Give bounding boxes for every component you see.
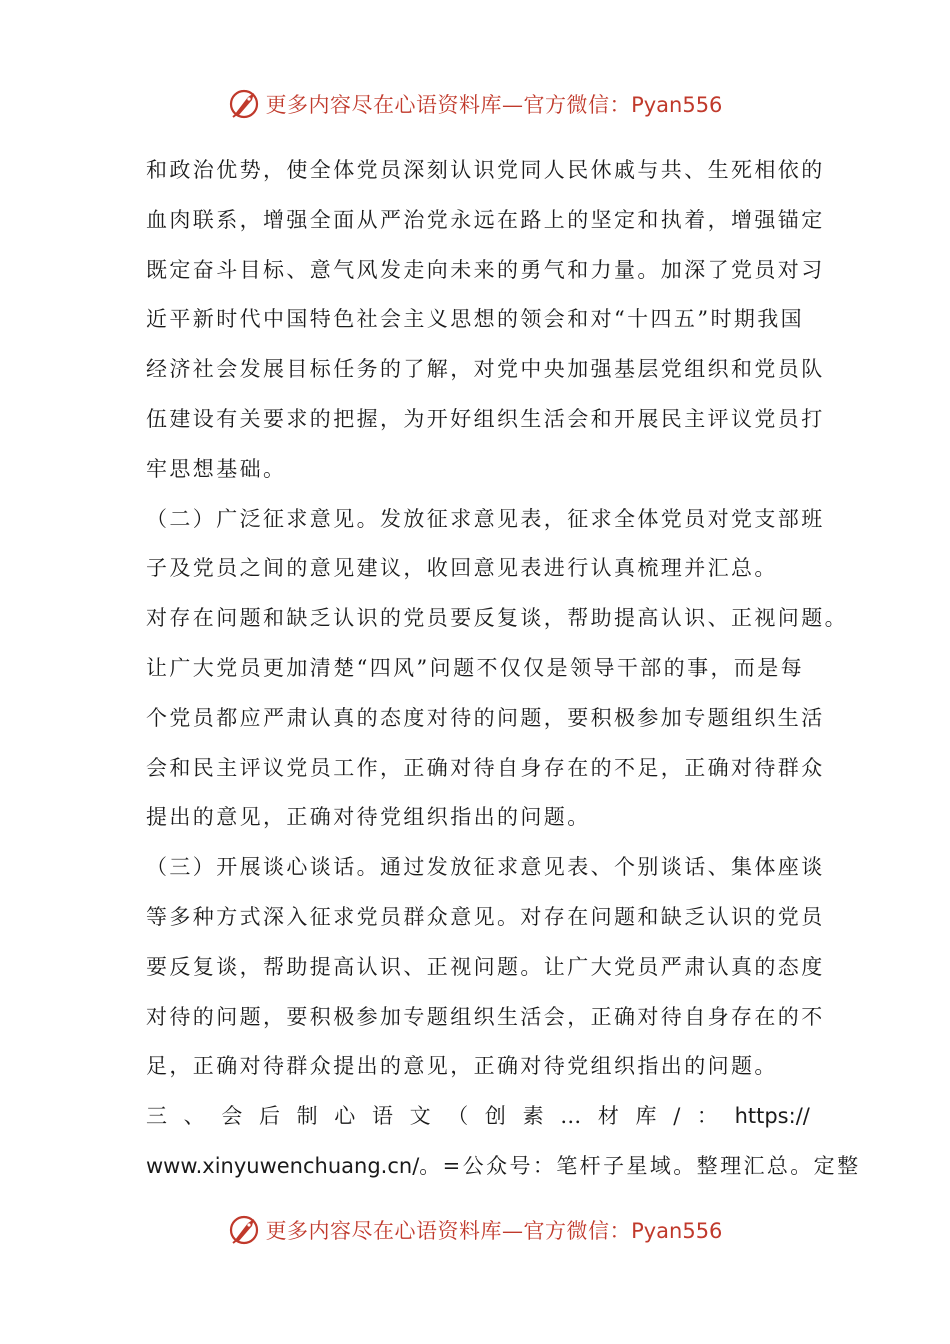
spread-char: 材 — [597, 1104, 619, 1129]
body-line: （二）广泛征求意见。发放征求意见表，征求全体党员对党支部班 — [146, 506, 825, 531]
spread-char: ： — [696, 1104, 718, 1129]
spread-char: / — [673, 1104, 681, 1129]
body-line: 会和民主评议党员工作，正确对待自身存在的不足，正确对待群众 — [146, 755, 825, 780]
body-line: 对待的问题，要积极参加专题组织生活会，正确对待自身存在的不 — [146, 1004, 825, 1029]
body-line: 既定奋斗目标、意气风发走向未来的勇气和力量。加深了党员对习 — [146, 257, 825, 282]
footer-banner-text — [266, 1215, 723, 1245]
footer-banner-handle: Pyan556 — [631, 1219, 723, 1243]
spread-char: 、 — [183, 1104, 205, 1129]
last-line — [146, 1142, 861, 1192]
spread-char: 会 — [221, 1104, 243, 1129]
header-banner-handle: Pyan556 — [631, 93, 723, 117]
pen-nib-logo-icon — [228, 1213, 262, 1247]
body-line: 个党员都应严肃认真的态度对待的问题，要积极参加专题组织生活 — [146, 705, 825, 730]
spread-char: 库 — [635, 1104, 657, 1129]
body-line: 让广大党员更加清楚“四风”问题不仅仅是领导干部的事，而是每 — [146, 655, 805, 680]
body-line: 血肉联系，增强全面从严治党永远在路上的坚定和执着，增强锚定 — [146, 207, 825, 232]
spread-char: 三 — [146, 1104, 167, 1129]
pen-nib-logo-icon — [228, 87, 262, 121]
body-line: 近平新时代中国特色社会主义思想的领会和对“十四五”时期我国 — [146, 307, 805, 332]
body-line: 提出的意见，正确对待党组织指出的问题。 — [146, 805, 591, 830]
footer-banner — [0, 1208, 950, 1252]
body-line: （三）开展谈心谈话。通过发放征求意见表、个别谈话、集体座谈 — [146, 855, 825, 880]
spread-char: 文 — [409, 1104, 431, 1129]
spread-char: 制 — [296, 1104, 318, 1129]
spread-url-part: https:// — [734, 1104, 810, 1129]
spread-char: … — [560, 1104, 582, 1129]
spread-char: 语 — [371, 1104, 393, 1129]
website-url: www.xinyuwenchuang.cn/ — [146, 1153, 420, 1178]
spread-char: 心 — [334, 1104, 356, 1129]
body-line: 等多种方式深入征求党员群众意见。对存在问题和缺乏认识的党员 — [146, 904, 825, 929]
spread-char: 素 — [522, 1104, 544, 1129]
last-line-rest: 。=公众号：笔杆子星域。整理汇总。定整 — [419, 1153, 861, 1178]
body-line: 足，正确对待群众提出的意见，正确对待党组织指出的问题。 — [146, 1054, 778, 1079]
document-body — [146, 146, 861, 1192]
body-line: 对存在问题和缺乏认识的党员要反复谈，帮助提高认识、正视问题。 — [146, 606, 848, 631]
body-line: 要反复谈，帮助提高认识、正视问题。让广大党员严肃认真的态度 — [146, 954, 825, 979]
body-line: 牢思想基础。 — [146, 456, 287, 481]
body-line: 经济社会发展目标任务的了解，对党中央加强基层党组织和党员队 — [146, 357, 825, 382]
spread-char: （ — [447, 1104, 469, 1129]
header-banner — [0, 82, 950, 126]
footer-banner-label: 更多内容尽在心语资料库—官方微信： — [265, 1219, 632, 1243]
header-banner-text — [266, 89, 723, 119]
section-heading-line — [146, 1092, 810, 1142]
spread-char: 后 — [258, 1104, 280, 1129]
body-line: 和政治优势，使全体党员深刻认识党同人民休戚与共、生死相依的 — [146, 158, 825, 182]
body-line: 子及党员之间的意见建议，收回意见表进行认真梳理并汇总。 — [146, 556, 778, 581]
body-line: 伍建设有关要求的把握，为开好组织生活会和开展民主评议党员打 — [146, 406, 825, 431]
header-banner-label: 更多内容尽在心语资料库—官方微信： — [265, 93, 632, 117]
spread-char: 创 — [484, 1104, 506, 1129]
